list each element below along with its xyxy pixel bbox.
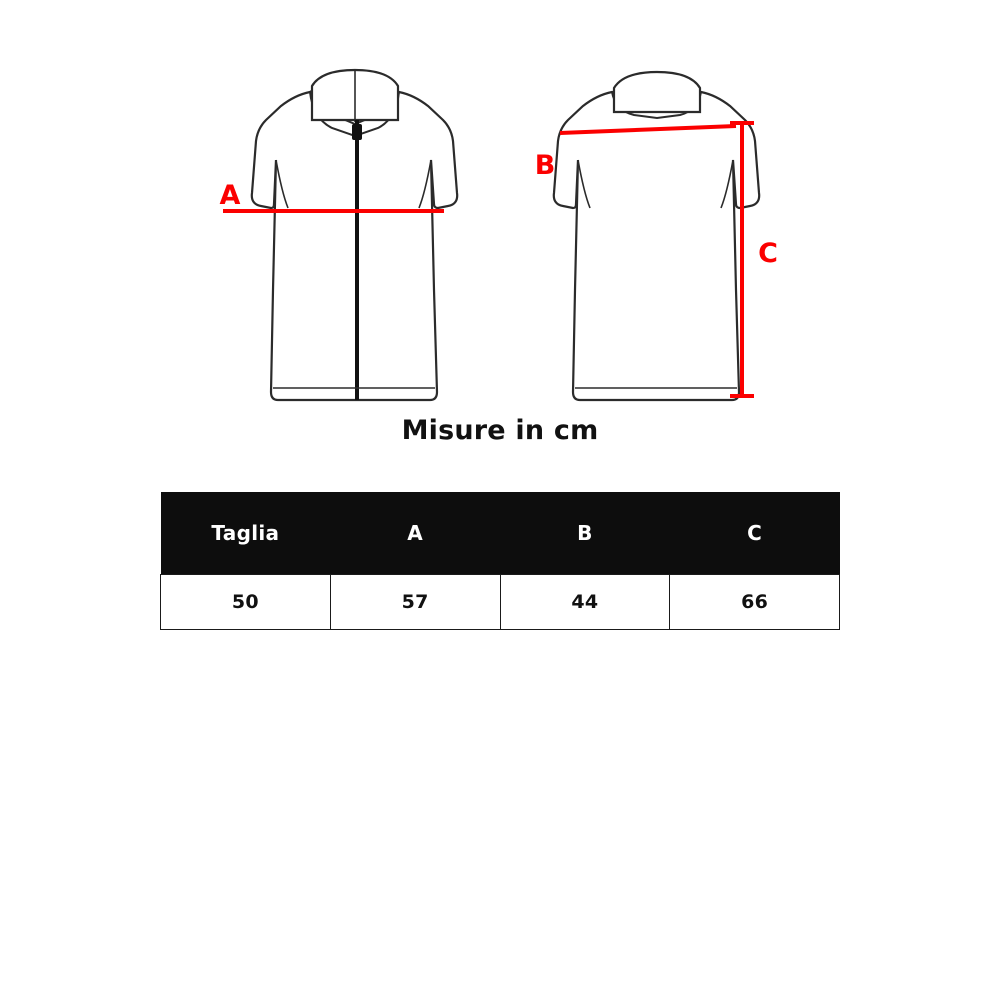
cell-b: 44 [500,575,670,630]
table-header-c: C [670,492,840,575]
garment-measurement-diagram [0,0,1000,470]
caption-misure: Misure in cm [401,415,599,446]
zipper-pull-icon [352,124,362,140]
back-body-outline [554,92,759,400]
measure-label-a: A [219,180,241,211]
measure-label-b: B [534,150,556,181]
table-row [161,575,840,630]
table-header-taglia: Taglia [161,492,331,575]
cell-taglia: 50 [161,575,331,630]
vest-back-view [535,72,778,400]
table-header-b: B [500,492,670,575]
size-table [160,492,840,630]
measure-label-c: C [758,238,778,269]
vest-front-view [220,70,458,400]
table-header-a: A [330,492,500,575]
back-collar-stand [614,72,700,112]
cell-a: 57 [330,575,500,630]
table-header-row [161,492,840,575]
cell-c: 66 [670,575,840,630]
